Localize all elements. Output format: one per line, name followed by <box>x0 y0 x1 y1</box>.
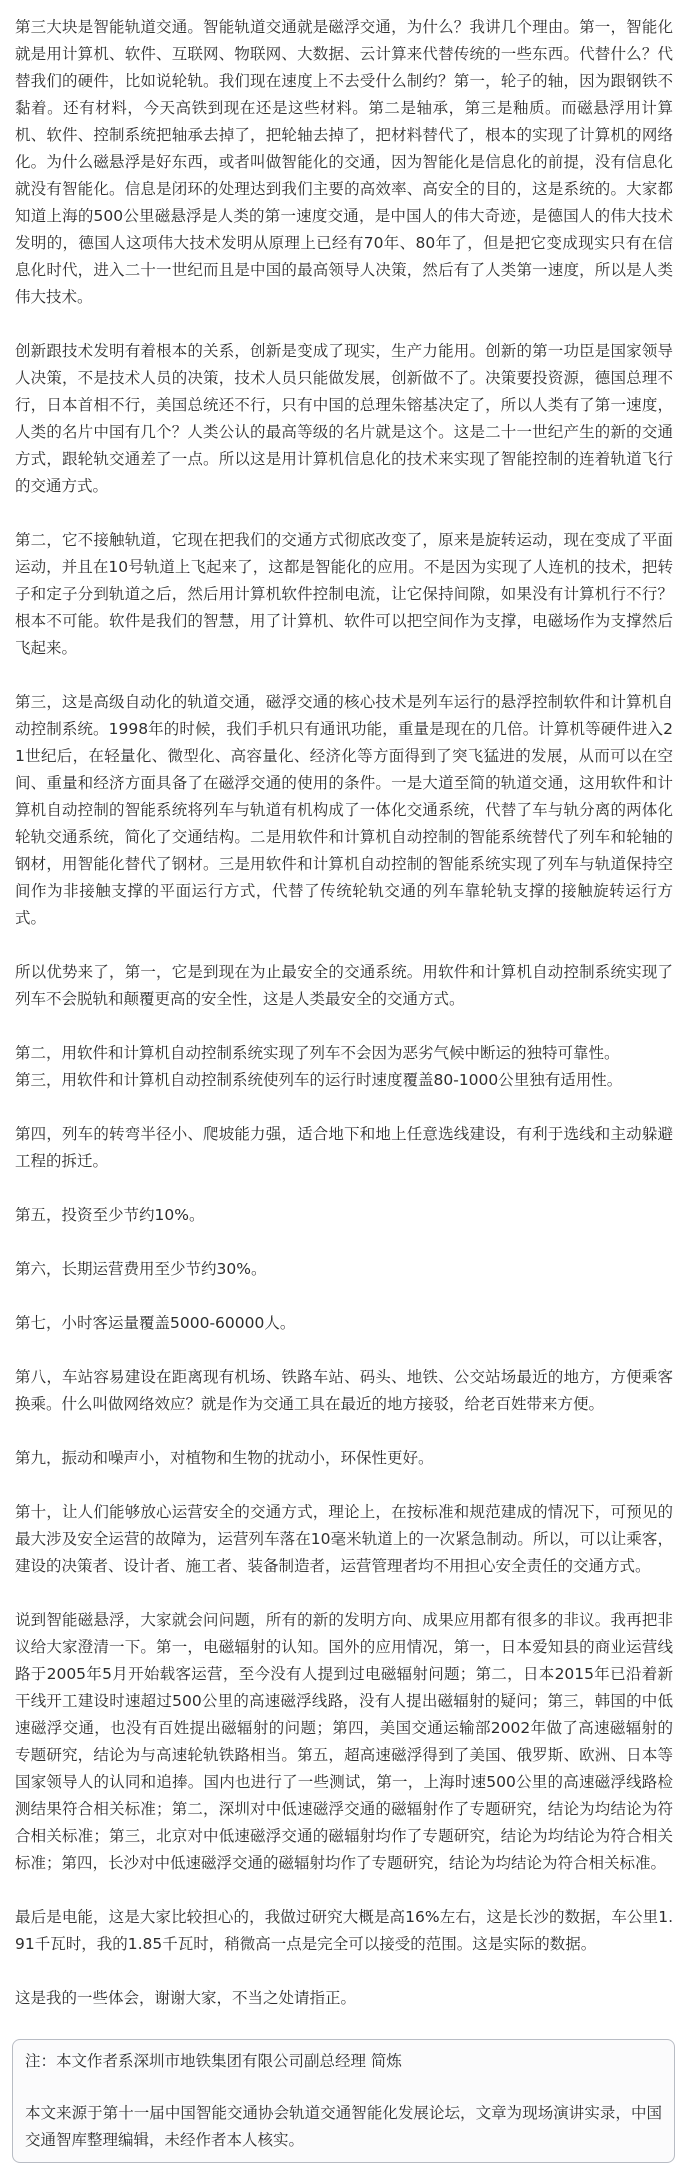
paragraph-advantage-eight: 第八，车站容易建设在距离现有机场、铁路车站、码头、地铁、公交站场最近的地方，方便乘客换乘。什么叫做网络效应？就是作为交通工具在最近的地方接驳，给老百姓带来方便。 <box>15 1368 673 1413</box>
paragraph-advantage-six: 第六，长期运营费用至少节约30%。 <box>15 1260 267 1278</box>
paragraph-advantage-ten: 第十，让人们能够放心运营安全的交通方式，理论上，在按标准和规范建成的情况下，可预见的最大涉及安全运营的故障为，运营列车落在10毫米轨道上的一次紧急制动。所以，可以让乘客，建设的决策者、设计者、施工者、装备制造者，运营管理者均不用担心安全责任的交通方式。 <box>15 1503 673 1575</box>
paragraph-advantage-one: 所以优势来了，第一，它是到现在为止最安全的交通系统。用软件和计算机自动控制系统实现了列车不会脱轨和颠覆更高的安全性，这是人类最安全的交通方式。 <box>15 963 673 1008</box>
paragraph-advantage-seven: 第七，小时客运量覆盖5000-60000人。 <box>15 1314 296 1332</box>
source-note: 本文来源于第十一届中国智能交通协会轨道交通智能化发展论坛，文章为现场演讲实录，中国交通智库整理编辑，未经作者本人核实。 <box>25 2104 662 2149</box>
paragraph-advantage-nine: 第九，振动和噪声小，对植物和生物的扰动小，环保性更好。 <box>15 1449 434 1467</box>
paragraph-innovation: 创新跟技术发明有着根本的关系，创新是变成了现实，生产力能用。创新的第一功臣是国家领导人决策，不是技术人员的决策，技术人员只能做发展，创新做不了。决策要投资源，德国总理不行，日本首相不行，美国总统还不行，只有中国的总理朱镕基决定了，所以人类有了第一速度，人类的名片中国有几个？人类公认的最高等级的名片就是这个。这是二十一世纪产生的新的交通方式，跟轮轨交通差了一点。所以这是用计算机信息化的技术来实现了智能控制的连着轨道飞行的交通方式。 <box>15 342 673 495</box>
paragraph-point-two: 第二，它不接触轨道，它现在把我们的交通方式彻底改变了，原来是旋转运动，现在变成了平面运动，并且在10号轨道上飞起来了，这都是智能化的应用。不是因为实现了人连机的技术，把转子和定子分到轨道之后，然后用计算机软件控制电流，让它保持间隙，如果没有计算机行不行？根本不可能。软件是我们的智慧，用了计算机、软件可以把空间作为支撑，电磁场作为支撑然后飞起来。 <box>15 531 673 657</box>
paragraph-closing: 这是我的一些体会，谢谢大家，不当之处请指正。 <box>15 1989 357 2007</box>
paragraph-advantage-five: 第五，投资至少节约10%。 <box>15 1206 205 1224</box>
paragraph-point-three: 第三，这是高级自动化的轨道交通，磁浮交通的核心技术是列车运行的悬浮控制软件和计算机自动控制系统。1998年的时候，我们手机只有通讯功能，重量是现在的几倍。计算机等硬件进入21世纪后，在轻量化、微型化、高容量化、经济化等方面得到了突飞猛进的发展，从而可以在空间、重量和经济方面具备了在磁浮交通的使用的条件。一是大道至简的轨道交通，这用软件和计算机自动控制的智能系统将列车与轨道有机构成了一体化交通系统，代替了车与轨分离的两体化轮轨交通系统，简化了交通结构。二是用软件和计算机自动控制的智能系统替代了列车和轮轴的钢材，用智能化替代了钢材。三是用软件和计算机自动控制的智能系统实现了列车与轨道保持空间作为非接触支撑的平面运行方式，代替了传统轮轨交通的列车靠轮轨支撑的接触旋转运行方式。 <box>15 693 673 927</box>
author-note: 注：本文作者系深圳市地铁集团有限公司副总经理 简炼 <box>25 2052 402 2070</box>
paragraph-advantage-two: 第二，用软件和计算机自动控制系统实现了列车不会因为恶劣气候中断运的独特可靠性。 <box>15 1044 620 1062</box>
paragraph-radiation: 说到智能磁悬浮，大家就会问问题，所有的新的发明方向、成果应用都有很多的非议。我再把非议给大家澄清一下。第一，电磁辐射的认知。国外的应用情况，第一，日本爱知县的商业运营线路于2005年5月开始载客运营，至今没有人提到过电磁辐射问题；第二，日本2015年已沿着新干线开工建设时速超过500公里的高速磁浮线路，没有人提出磁辐射的疑问；第三，韩国的中低速磁浮交通，也没有百姓提出磁辐射的问题；第四，美国交通运输部2002年做了高速磁辐射的专题研究，结论为与高速轮轨铁路相当。第五，超高速磁浮得到了美国、俄罗斯、欧洲、日本等国家领导人的认同和追捧。国内也进行了一些测试，第一，上海时速500公里的高速磁浮线路检测结果符合相关标准；第二，深圳对中低速磁浮交通的磁辐射作了专题研究，结论为均结论为符合相关标准；第三，北京对中低速磁浮交通的磁辐射均作了专题研究，结论为均结论为符合相关标准；第四，长沙对中低速磁浮交通的磁辐射均作了专题研究，结论为均结论为符合相关标准。 <box>15 1611 673 1872</box>
paragraph-energy: 最后是电能，这是大家比较担心的，我做过研究大概是高16%左右，这是长沙的数据，车公里1.91千瓦时，我的1.85千瓦时，稍微高一点是完全可以接受的范围。这是实际的数据。 <box>15 1908 673 1953</box>
author-note-box <box>12 2039 675 2163</box>
paragraph-advantage-four: 第四，列车的转弯半径小、爬坡能力强，适合地下和地上任意选线建设，有利于选线和主动躲避工程的拆迁。 <box>15 1125 673 1170</box>
paragraph-advantage-three: 第三，用软件和计算机自动控制系统使列车的运行时速度覆盖80-1000公里独有适用性。 <box>15 1071 623 1089</box>
paragraph-intelligent-rail: 第三大块是智能轨道交通。智能轨道交通就是磁浮交通，为什么？我讲几个理由。第一，智能化就是用计算机、软件、互联网、物联网、大数据、云计算来代替传统的一些东西。代替什么？代替我们的硬件，比如说轮轨。我们现在速度上不去受什么制约？第一，轮子的轴，因为跟钢铁不黏着。还有材料，今天高铁到现在还是这些材料。第二是轴承，第三是釉质。而磁悬浮用计算机、软件、控制系统把轴承去掉了，把轮轴去掉了，把材料替代了，根本的实现了计算机的网络化。为什么磁悬浮是好东西，或者叫做智能化的交通，因为智能化是信息化的前提，没有信息化就没有智能化。信息是闭环的处理达到我们主要的高效率、高安全的目的，这是系统的。大家都知道上海的500公里磁悬浮是人类的第一速度交通，是中国人的伟大奇迹，是德国人的伟大技术发明的，德国人这项伟大技术发明从原理上已经有70年、80年了，但是把它变成现实只有在信息化时代，进入二十一世纪而且是中国的最高领导人决策，然后有了人类第一速度，所以是人类伟大技术。 <box>15 18 673 306</box>
